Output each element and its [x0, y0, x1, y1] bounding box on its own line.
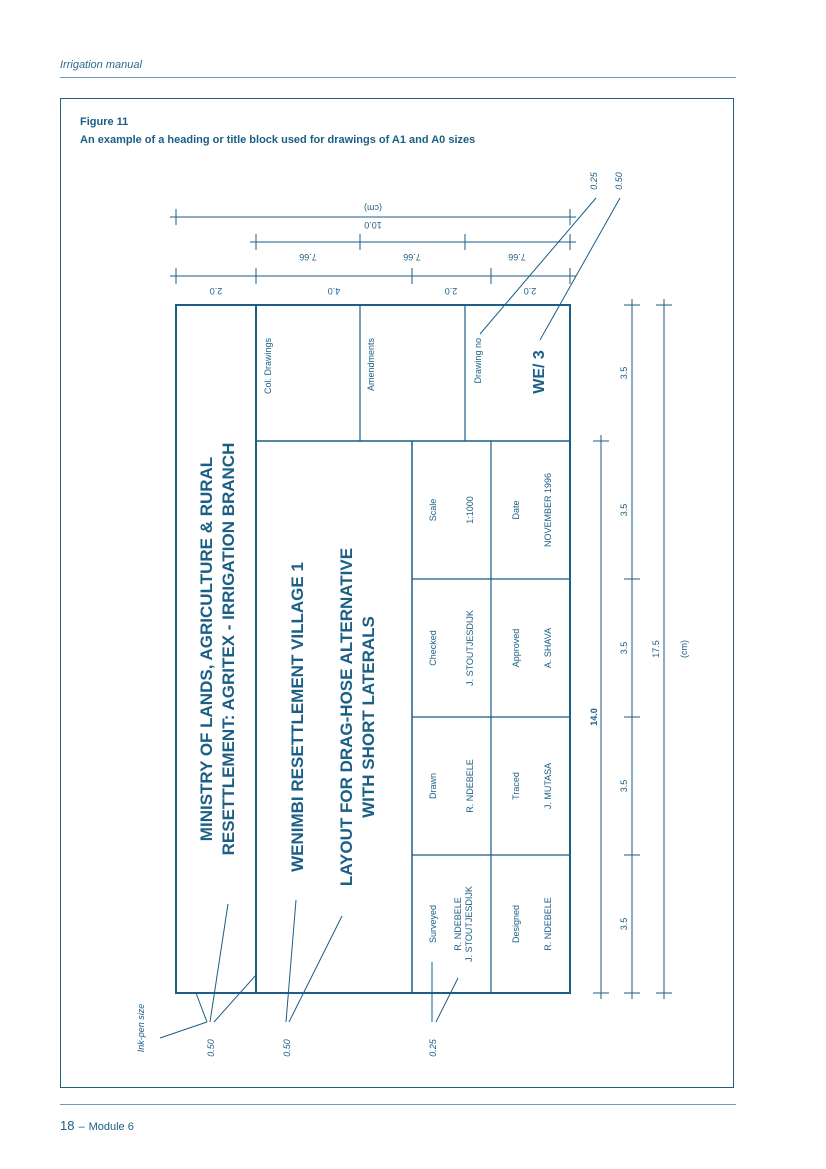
dim-sub-3: 7.66 [508, 252, 526, 262]
col-drawings-label: Col. Drawings [263, 338, 273, 395]
scale-label: Scale [428, 498, 438, 522]
dim-inner-total: 14.0 [589, 708, 599, 726]
leader-050-a [196, 993, 207, 1022]
leader-050-layout [289, 916, 342, 1022]
dim-unit-top: (cm) [364, 203, 382, 213]
ministry-line-2: RESETTLEMENT: AGRITEX - IRRIGATION BRANCH [219, 442, 238, 856]
dim-seg-2: 3.5 [619, 503, 629, 517]
dim-seg-5: 3.5 [619, 917, 629, 931]
leader-pen-025-top [480, 198, 596, 334]
leader-inkpen [160, 1022, 207, 1038]
date-value: NOVEMBER 1996 [543, 472, 553, 548]
dim-col-3: 2.0 [444, 286, 458, 296]
page-footer [60, 1118, 134, 1133]
approved-label: Approved [511, 628, 521, 668]
module-name: Module 6 [88, 1121, 134, 1133]
checked-label: Checked [428, 630, 438, 666]
ink-pen-size-1: 0.50 [206, 1039, 216, 1057]
dim-col-4: 2.0 [523, 286, 537, 296]
leader-025-b [436, 978, 458, 1022]
ink-pen-size-3: 0.25 [428, 1039, 438, 1057]
dim-sub-2: 7.66 [403, 252, 421, 262]
drawn-value: R. NDEBELE [465, 759, 475, 813]
layout-line-1: LAYOUT FOR DRAG-HOSE ALTERNATIVE [337, 547, 356, 887]
approved-value: A. SHAVA [543, 627, 553, 669]
drawn-label: Drawn [428, 772, 438, 800]
dim-col-2: 4.0 [327, 286, 341, 296]
surveyed-value-1: R. NDEBELE [453, 897, 463, 951]
surveyed-value-2: J. STOUTJESDIJK [464, 886, 474, 962]
dim-seg-4: 3.5 [619, 779, 629, 793]
checked-value: J. STOUTJESDIJK [465, 610, 475, 686]
dim-total-height: 17.5 [651, 640, 661, 658]
footer-separator: – [78, 1121, 85, 1133]
surveyed-label: Surveyed [428, 904, 438, 944]
drawing-no-label: Drawing no [473, 338, 483, 384]
drawing-no-value: WE/ 3 [531, 350, 548, 394]
traced-value: J. MUTASA [543, 762, 553, 810]
designed-value: R. NDEBELE [543, 897, 553, 951]
dim-seg-1: 3.5 [619, 366, 629, 380]
ink-pen-size-2: 0.50 [282, 1039, 292, 1057]
leader-050-project [286, 900, 296, 1022]
figure-caption: An example of a heading or title block used for drawings of A1 and A0 sizes [80, 134, 476, 146]
dim-unit-right: (cm) [679, 640, 689, 658]
ministry-line-1: MINISTRY OF LANDS, AGRICULTURE & RURAL [197, 456, 216, 842]
leader-050-c [214, 975, 256, 1022]
dim-sub-1: 7.66 [299, 252, 317, 262]
page-number: 18 [60, 1118, 75, 1133]
footer-rule [60, 1104, 736, 1105]
leader-pen-050-top [540, 198, 620, 340]
scale-value: 1:1000 [465, 496, 475, 524]
running-header: Irrigation manual [60, 59, 142, 71]
date-label: Date [511, 500, 521, 520]
dim-col-1: 2.0 [209, 286, 223, 296]
leader-050-b [210, 904, 228, 1022]
traced-label: Traced [511, 772, 521, 800]
designed-label: Designed [511, 904, 521, 944]
pen-050-top: 0.50 [614, 172, 624, 190]
amendments-label: Amendments [366, 338, 376, 392]
pen-025-top: 0.25 [589, 172, 599, 190]
figure-number: Figure 11 [80, 116, 129, 128]
dim-seg-3: 3.5 [619, 641, 629, 655]
project-title: WENIMBI RESETTLEMENT VILLAGE 1 [288, 562, 307, 872]
dim-total: 10.0 [364, 220, 382, 230]
layout-line-2: WITH SHORT LATERALS [359, 616, 378, 818]
ink-pen-label: Ink-pen size [136, 1003, 146, 1053]
